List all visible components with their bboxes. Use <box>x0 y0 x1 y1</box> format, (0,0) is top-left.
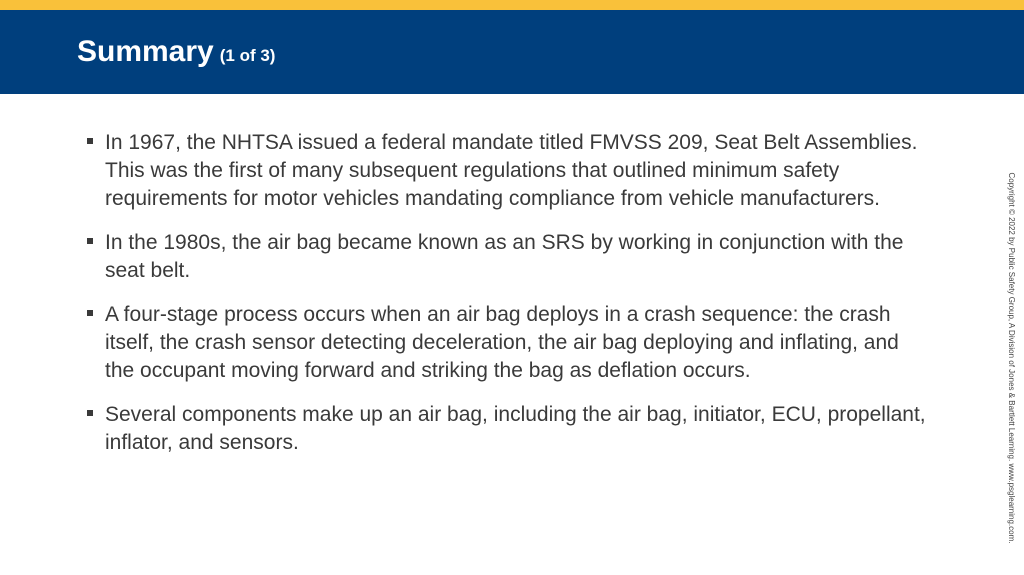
bullet-text: Several components make up an air bag, including the air bag, initiator, ECU, propellant, inflator, and sensors. <box>105 403 926 454</box>
slide-subtitle: (1 of 3) <box>219 46 276 65</box>
bullet-item <box>86 401 926 457</box>
square-bullet-icon <box>87 238 93 244</box>
square-bullet-icon <box>87 138 93 144</box>
slide-title-text: Summary <box>77 35 214 68</box>
bullet-text: In 1967, the NHTSA issued a federal mandate titled FMVSS 209, Seat Belt Assemblies. This was the first of many subsequent regulations that outlined minimum safety requirements for motor vehicles mandating compliance from vehicle manufacturers. <box>105 131 918 210</box>
slide-title <box>77 34 275 74</box>
square-bullet-icon <box>87 410 93 416</box>
bullet-item <box>86 129 926 213</box>
bullet-list <box>86 129 926 473</box>
copyright-notice: Copyright © 2022 by Public Safety Group, A Division of Jones & Bartlett Learning. www.psglearning.com. <box>1007 172 1016 544</box>
bullet-text: In the 1980s, the air bag became known as an SRS by working in conjunction with the seat belt. <box>105 231 904 282</box>
bullet-item <box>86 229 926 285</box>
bullet-text: A four-stage process occurs when an air bag deploys in a crash sequence: the crash itself, the crash sensor detecting deceleration, the air bag deploying and inflating, and the occupant moving forward and striking the bag as deflation occurs. <box>105 303 899 382</box>
top-accent-stripe <box>0 0 1024 10</box>
bullet-item <box>86 301 926 385</box>
square-bullet-icon <box>87 310 93 316</box>
